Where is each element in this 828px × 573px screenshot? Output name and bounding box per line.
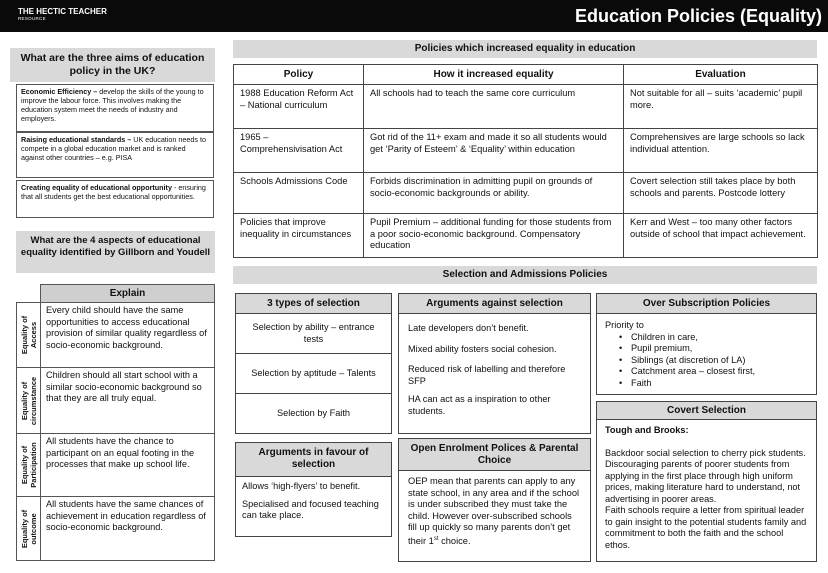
open-enrolment-box: [398, 438, 591, 562]
list-item: • Children in care,: [631, 332, 808, 344]
column-header: Evaluation: [624, 65, 818, 85]
against-box: [398, 293, 591, 434]
page-title: Education Policies (Equality): [574, 6, 822, 26]
aim-text: develop the skills of the young to improve the labour force. This involves making the education system meet the needs of industry and employers.: [21, 87, 204, 123]
aspect-label: Equality of Access: [17, 303, 41, 368]
favour-box: [235, 442, 392, 537]
table-cell: 1965 – Comprehensivisation Act: [234, 129, 364, 173]
table-cell: Schools Admissions Code: [234, 173, 364, 214]
table-row: [17, 497, 215, 561]
list-item: • Siblings (at discretion of LA): [631, 355, 808, 367]
open-enrolment-heading: Open Enrolment Polices & Parental Choice: [399, 439, 590, 471]
brand-logo: [18, 8, 107, 22]
list-item: Allows ‘high-flyers’ to benefit.: [242, 481, 361, 491]
table-row: [234, 85, 818, 129]
table-cell: Pupil Premium – additional funding for those students from a poor socio-economic background. Compensatory education: [364, 214, 624, 258]
list-item: Selection by Faith: [276, 408, 351, 418]
table-row: [234, 214, 818, 258]
aspect-text: All students have the chance to participant on an equal footing in the processes that make up school life.: [41, 434, 215, 497]
column-header: Policy: [234, 65, 364, 85]
policies-table: [233, 64, 818, 258]
selection-types-heading: 3 types of selection: [236, 294, 391, 314]
aim-title: Creating equality of educational opportunity: [21, 183, 172, 192]
covert-subheading: Tough and Brooks:: [605, 425, 689, 435]
header-bar: [0, 0, 828, 32]
covert-selection-box: [596, 401, 817, 562]
column-header: How it increased equality: [364, 65, 624, 85]
list-item: Mixed ability fosters social cohesion.: [408, 343, 557, 354]
table-cell: Forbids discrimination in admitting pupil on grounds of socio-economic backgrounds or ability.: [364, 173, 624, 214]
table-cell: Policies that improve inequality in circumstances: [234, 214, 364, 258]
priority-intro: Priority to: [605, 320, 644, 330]
over-subscription-list: [597, 314, 816, 389]
list-item: Reduced risk of labelling and therefore SFP: [408, 364, 566, 386]
policies-heading: Policies which increased equality in education: [233, 40, 817, 58]
table-row: [17, 303, 215, 368]
aspect-text: Every child should have the same opportunities to access educational provision of similar quality regardless of socio-economic background.: [41, 303, 215, 368]
covert-paragraph: Faith schools require a letter from spiritual leader to gain insight to the potential students family and commitment to both the faith and the school ethos.: [605, 505, 807, 550]
aspects-corner: [17, 285, 41, 303]
aim-economic-efficiency: [16, 84, 214, 132]
against-heading: Arguments against selection: [399, 294, 590, 314]
aspects-column-header: Explain: [41, 285, 215, 303]
aim-title: Economic Efficiency –: [21, 87, 98, 96]
list-item: HA can act as a inspiration to other students.: [408, 394, 551, 416]
aspect-label: Equality of Participation: [17, 434, 41, 497]
aspect-text: Children should all start school with a similar socio-economic background so that they are all truly equal.: [41, 368, 215, 434]
brand-name: THE HECTIC TEACHER: [18, 7, 107, 16]
aim-text: - ensuring that all students get the best educational opportunities.: [21, 183, 206, 201]
aspect-label: Equality of outcome: [17, 497, 41, 561]
table-header-row: [234, 65, 818, 85]
aim-title: Raising educational standards –: [21, 135, 132, 144]
brand-sub: RESOURCE: [18, 16, 46, 21]
aspect-text: All students have the same chances of achievement in education regardless of socio-economic background.: [41, 497, 215, 561]
aim-equality-opportunity: [16, 180, 214, 218]
covert-selection-heading: Covert Selection: [597, 402, 816, 420]
table-cell: Not suitable for all – suits ‘academic’ pupil more.: [624, 85, 818, 129]
list-item: • Pupil premium,: [631, 343, 808, 355]
aims-heading: What are the three aims of education policy in the UK?: [10, 48, 215, 82]
over-subscription-heading: Over Subscription Policies: [597, 294, 816, 314]
selection-heading: Selection and Admissions Policies: [233, 266, 817, 284]
table-cell: 1988 Education Reform Act – National curriculum: [234, 85, 364, 129]
list-item: Selection by ability – entrance tests: [236, 314, 391, 354]
table-row: [234, 129, 818, 173]
list-item: Late developers don’t benefit.: [408, 323, 529, 333]
aim-raising-standards: [16, 132, 214, 178]
table-cell: Kerr and West – too many other factors outside of school that impact achievement.: [624, 214, 818, 258]
covert-paragraph: Backdoor social selection to cherry pick students. Discouraging parents of poorer students from applying in the first place through high uniform prices, making literature hard to understand, not advertising in poorer areas.: [605, 447, 806, 504]
open-enrolment-text: OEP mean that parents can apply to any state school, in any area and if the school is under subscribed they must take the child. However over-subscribed schools fill up quickly so many parents don’t get their 1st choice.: [408, 476, 580, 546]
favour-heading: Arguments in favour of selection: [236, 443, 391, 477]
aim-text: UK education needs to compete in a global education market and is ranked against other countries – e.g. PISA: [21, 135, 206, 162]
list-item: Specialised and focused teaching can take place.: [242, 498, 379, 520]
table-cell: Comprehensives are large schools so lack individual attention.: [624, 129, 818, 173]
table-row: [17, 368, 215, 434]
list-item: Selection by aptitude – Talents: [236, 354, 391, 394]
aspect-label: Equality of circumstance: [17, 368, 41, 434]
list-item: • Catchment area – closest first,: [631, 366, 808, 378]
aspects-table: [16, 284, 215, 561]
table-row: [234, 173, 818, 214]
table-row: [17, 434, 215, 497]
list-item: • Faith: [631, 378, 808, 390]
table-cell: Covert selection still takes place by both schools and parents. Postcode lottery: [624, 173, 818, 214]
selection-types-box: [235, 293, 392, 434]
table-cell: All schools had to teach the same core curriculum: [364, 85, 624, 129]
table-cell: Got rid of the 11+ exam and made it so all students would get ‘Parity of Esteem’ & ‘Equality’ within education: [364, 129, 624, 173]
aspects-heading: What are the 4 aspects of educational equality identified by Gillborn and Youdell: [16, 231, 215, 273]
over-subscription-box: [596, 293, 817, 395]
